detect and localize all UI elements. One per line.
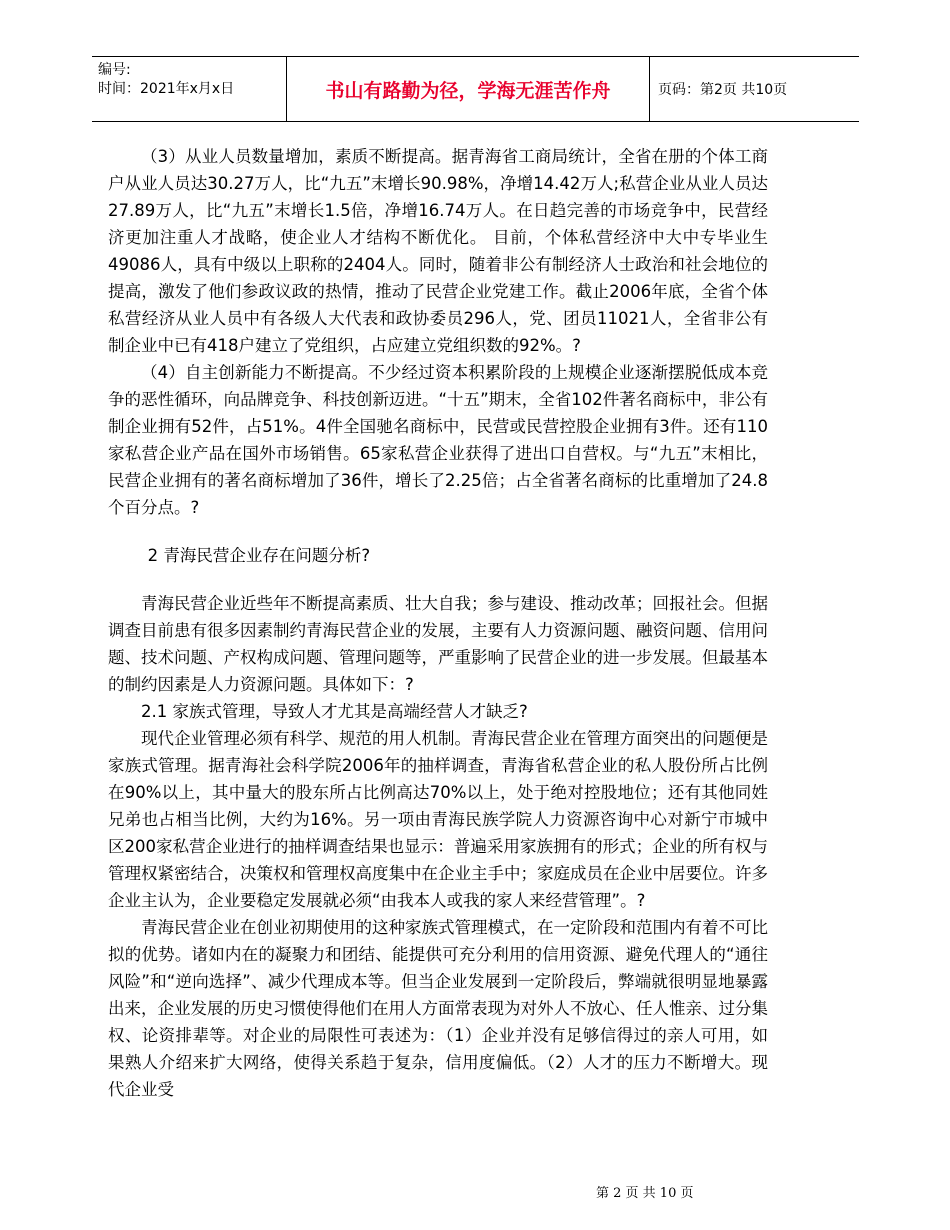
page-footer: 第 2 页 共 10 页: [596, 1186, 694, 1201]
document-body: [108, 143, 768, 1103]
section-heading-2: 2 青海民营企业存在问题分析?: [147, 546, 371, 565]
paragraph-problems-intro: 青海民营企业近些年不断提高素质、壮大自我；参与建设、推动改革；回报社会。但据调查目前患有很多因素制约青海民营企业的发展，主要有人力资源问题、融资问题、信用问题、技术问题、产权构成问题、管理问题等，严重影响了民营企业的进一步发展。但最基本的制约因素是人力资源问题。具体如下：?: [108, 594, 768, 694]
paragraph-family-model: 青海民营企业在创业初期使用的这种家族式管理模式，在一定阶段和范围内有着不可比拟的优势。诸如内在的凝聚力和团结、能提供可充分利用的信用资源、避免代理人的“通往风险”和“逆向选择”、减少代理成本等。但当企业发展到一定阶段后，弊端就很明显地暴露出来，企业发展的历史习惯使得他们在用人方面常表现为对外人不放心、任人惟亲、过分集权、论资排辈等。对企业的局限性可表述为：（1）企业并没有足够信得过的亲人可用，如果熟人介绍来扩大网络，使得关系趋于复杂，信用度偏低。（2）人才的压力不断增大。现代企业受: [108, 918, 768, 1099]
number-label: 编号:: [98, 62, 131, 78]
header-page-info: 页码：第2页 共10页: [658, 82, 788, 98]
paragraph-family-management: 现代企业管理必须有科学、规范的用人机制。青海民营企业在管理方面突出的问题便是家族式管理。据青海社会科学院2006年的抽样调查，青海省私营企业的私人股份所占比例在90%以上，其中量大的股东所占比例高达70%以上，处于绝对控股地位；还有其他同姓兄弟也占相当比例，大约为16%。另一项由青海民族学院人力资源咨询中心对新宁市城中区200家私营企业进行的抽样调查结果也显示：普遍采用家族拥有的形式；企业的所有权与管理权紧密结合，决策权和管理权高度集中在企业主手中；家庭成员在企业中居要位。许多企业主认为，企业要稳定发展就必须“由我本人或我的家人来经营管理”。?: [108, 729, 768, 910]
header-meta: [92, 57, 286, 121]
page-header: [92, 56, 859, 122]
header-motto: 书山有路勤为径，学海无涯苦作舟: [286, 57, 650, 121]
paragraph-employment: （3）从业人员数量增加，素质不断提高。据青海省工商局统计，全省在册的个体工商户从业人员达30.27万人，比“九五”末增长90.98%，净增14.42万人;私营企业从业人员达27.89万人，比“九五”末增长1.5倍，净增16.74万人。在日趋完善的市场竞争中，民营经济更加注重人才战略，使企业人才结构不断优化。 目前，个体私营经济中大中专毕业生49086人，具有中级以上职称的2404人。同时，随着非公有制经济人士政治和社会地位的提高，激发了他们参政议政的热情，推动了民营企业党建工作。截止2006年底，全省个体私营经济从业人员中有各级人大代表和政协委员296人，党、团员11021人，全省非公有制企业中已有418户建立了党组织，占应建立党组织数的92%。?: [108, 147, 768, 355]
subsection-heading-2-1: 2.1 家族式管理，导致人才尤其是高端经营人才缺乏?: [141, 702, 528, 721]
paragraph-innovation: （4）自主创新能力不断提高。不少经过资本积累阶段的上规模企业逐渐摆脱低成本竞争的恶性循环，向品牌竞争、科技创新迈进。“十五”期末，全省102件著名商标中，非公有制企业拥有52件，占51%。4件全国驰名商标中，民营或民营控股企业拥有3件。还有110家私营企业产品在国外市场销售。65家私营企业获得了进出口自营权。与“九五”末相比，民营企业拥有的著名商标增加了36件，增长了2.25倍；占全省著名商标的比重增加了24.8个百分点。?: [108, 363, 768, 517]
time-label: 时间：2021年x月x日: [98, 81, 235, 97]
